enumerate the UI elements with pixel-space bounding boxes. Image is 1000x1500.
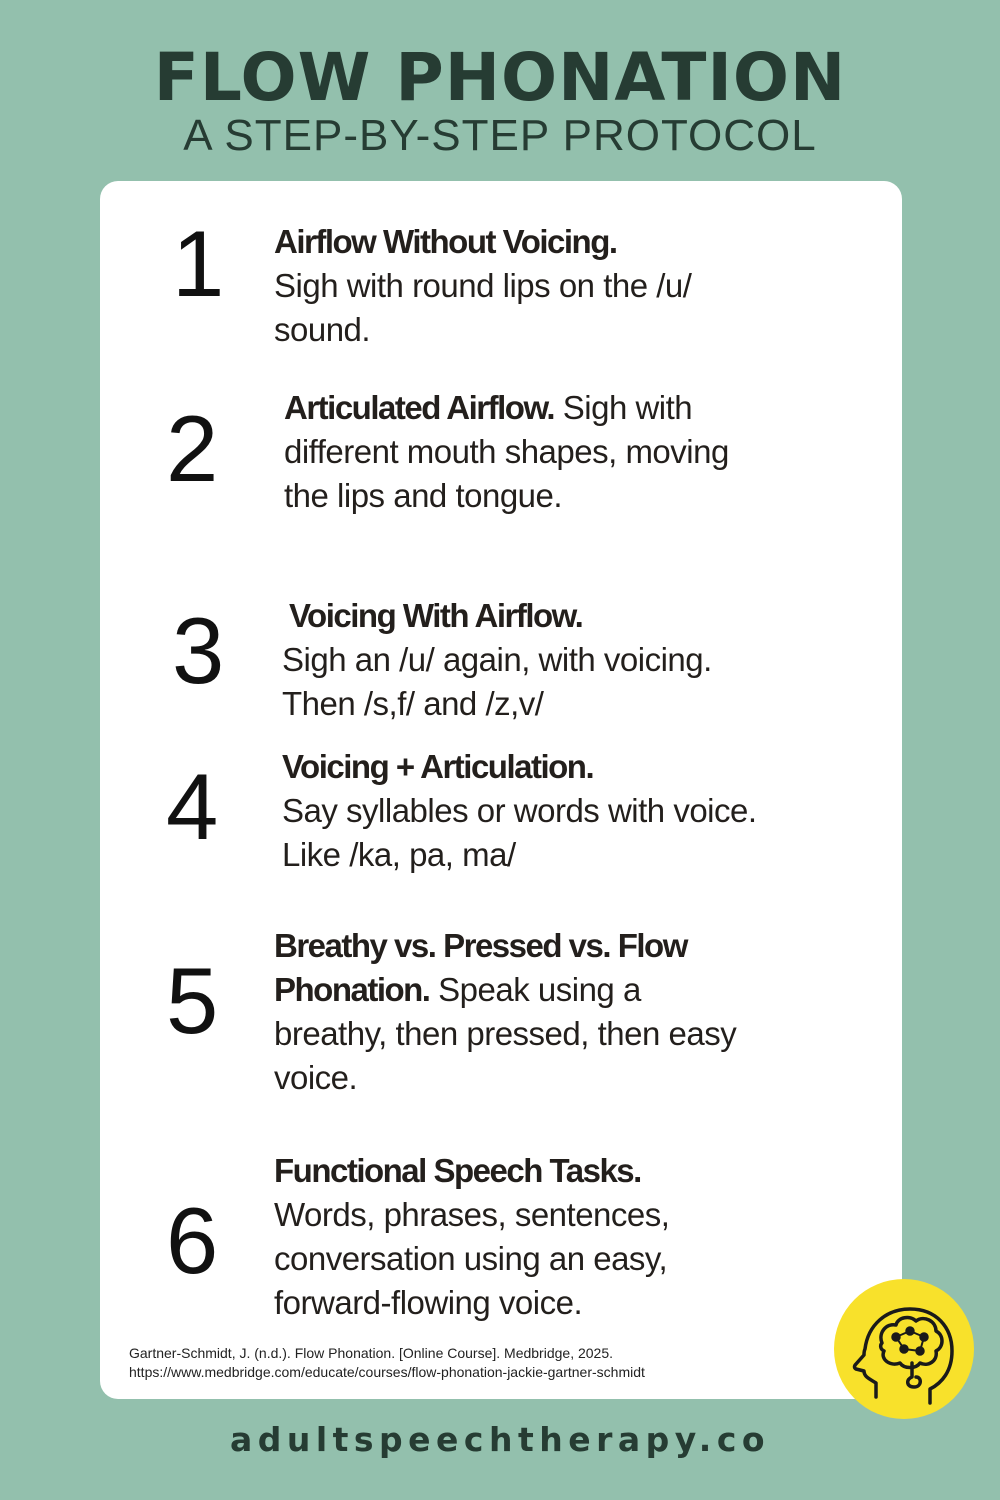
step-1-text (274, 220, 874, 352)
step-3-line2: Then /s,f/ and /z,v/ (282, 685, 544, 722)
protocol-card (100, 181, 902, 1399)
step-4-text (282, 745, 892, 877)
step-4-line1: Say syllables or words with voice. (282, 792, 757, 829)
step-4-line2: Like /ka, pa, ma/ (282, 836, 516, 873)
citation (129, 1344, 645, 1382)
citation-line1: Gartner-Schmidt, J. (n.d.). Flow Phonation. [Online Course]. Medbridge, 2025. (129, 1345, 614, 1361)
step-3-line1: Sigh an /u/ again, with voicing. (282, 641, 712, 678)
page-title: FLOW PHONATION (153, 39, 847, 116)
step-6-heading: Functional Speech Tasks. (274, 1152, 641, 1189)
page-subtitle: A STEP-BY-STEP PROTOCOL (183, 111, 817, 160)
step-5-number: 5 (166, 948, 219, 1053)
step-5-heading-line1: Breathy vs. Pressed vs. Flow (274, 927, 687, 964)
step-6-line1: Words, phrases, sentences, (274, 1196, 670, 1233)
step-6-number: 6 (166, 1188, 219, 1293)
footer-website[interactable]: adultspeechtherapy.co (229, 1420, 771, 1459)
step-2-line1: Sigh with (554, 389, 693, 426)
step-5-line2: Speak using a (429, 971, 641, 1008)
step-1-heading: Airflow Without Voicing. (274, 223, 617, 260)
step-1-number: 1 (172, 211, 225, 316)
step-1-line1: Sigh with round lips on the /u/ (274, 267, 692, 304)
step-5-line4: voice. (274, 1059, 358, 1096)
step-1-line2: sound. (274, 311, 371, 348)
step-3-text (282, 594, 882, 726)
logo (834, 1279, 974, 1419)
step-5-text (274, 924, 874, 1100)
step-3-heading: Voicing With Airflow. (289, 597, 583, 634)
head-brain-icon (834, 1279, 974, 1419)
citation-url[interactable]: https://www.medbridge.com/educate/courses/flow-phonation-jackie-gartner-schmidt (129, 1364, 645, 1380)
step-3-number: 3 (172, 598, 225, 703)
step-6-line3: forward-flowing voice. (274, 1284, 583, 1321)
step-2-heading: Articulated Airflow. (284, 389, 555, 426)
step-2-number: 2 (166, 396, 219, 501)
step-6-text (274, 1149, 874, 1325)
step-5-line3: breathy, then pressed, then easy (274, 1015, 737, 1052)
step-5-heading-line2: Phonation. (274, 971, 430, 1008)
step-4-number: 4 (166, 754, 219, 859)
step-4-heading: Voicing + Articulation. (282, 748, 594, 785)
step-6-line2: conversation using an easy, (274, 1240, 668, 1277)
step-2-line2: different mouth shapes, moving (284, 433, 729, 470)
step-2-line3: the lips and tongue. (284, 477, 563, 514)
step-2-text (284, 386, 884, 518)
